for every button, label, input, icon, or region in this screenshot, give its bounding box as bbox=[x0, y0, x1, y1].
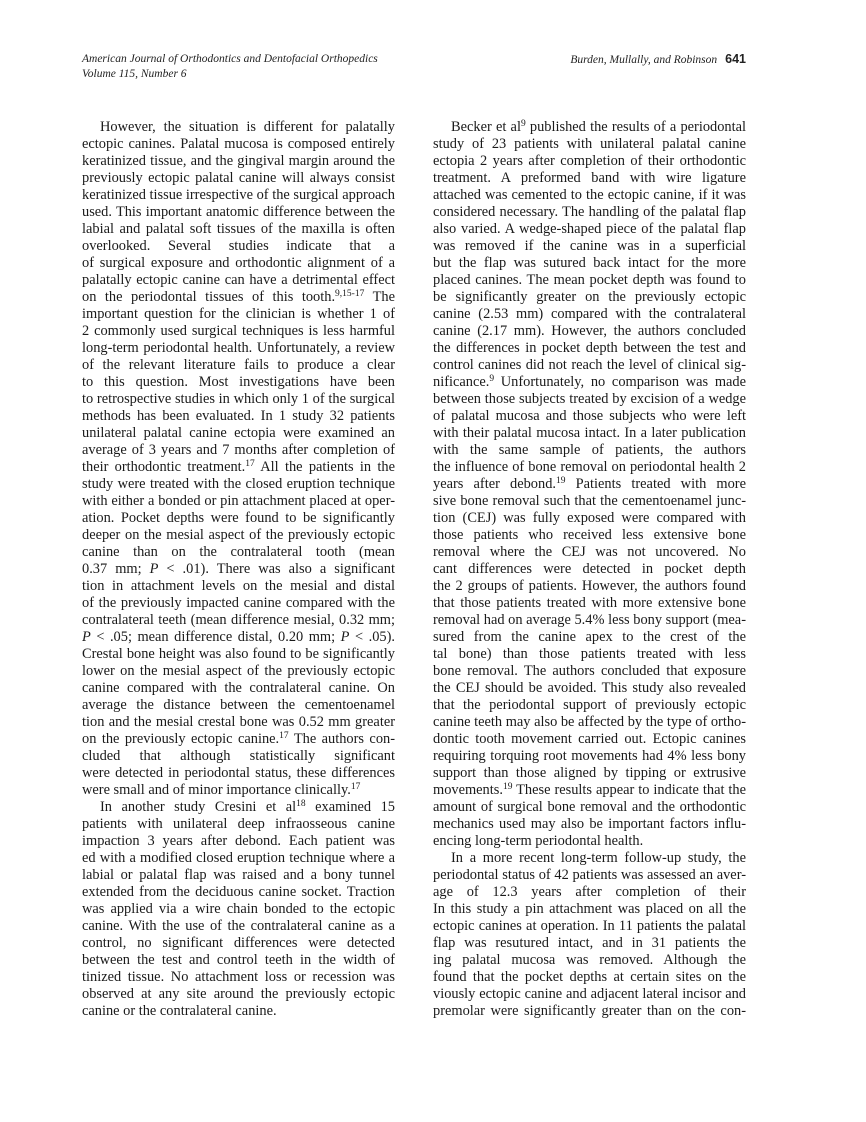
text-line bbox=[433, 765, 746, 782]
text-line bbox=[82, 221, 395, 238]
text-line bbox=[433, 952, 746, 969]
text-run: considered necessary. The handling of the palatal flap bbox=[433, 204, 746, 220]
text-run: with the same sample of patients, the authors bbox=[433, 442, 746, 458]
text-run: canine teeth may also be affected by the type of ortho- bbox=[433, 714, 746, 730]
text-run: < .05). bbox=[349, 629, 395, 645]
text-line bbox=[433, 391, 746, 408]
text-column-left bbox=[82, 119, 395, 1020]
text-line bbox=[82, 969, 395, 986]
text-line bbox=[82, 748, 395, 765]
paragraph bbox=[82, 799, 395, 1020]
journal-title: American Journal of Orthodontics and Dentofacial Orthopedics bbox=[82, 53, 378, 65]
text-run: be significantly greater on the previously ectopic bbox=[433, 289, 746, 305]
text-run: the influence of bone removal on periodontal health 2 bbox=[433, 459, 746, 475]
text-run: cluded that although statistically significant bbox=[82, 748, 395, 764]
text-line bbox=[433, 255, 746, 272]
text-run: Crestal bone height was also found to be significantly bbox=[82, 646, 395, 662]
text-line bbox=[433, 731, 746, 748]
text-run: sured from the canine apex to the crest of the bbox=[433, 629, 746, 645]
text-line bbox=[82, 680, 395, 697]
text-run: of the previously impacted canine compared with the bbox=[82, 595, 395, 611]
text-run: previously ectopic palatal canine will always consist bbox=[82, 170, 395, 186]
text-line bbox=[82, 153, 395, 170]
text-line bbox=[433, 748, 746, 765]
text-run: were detected in periodontal status, these differences bbox=[82, 765, 395, 781]
text-line bbox=[82, 578, 395, 595]
running-header-right bbox=[570, 52, 746, 68]
text-line bbox=[82, 935, 395, 952]
text-line bbox=[82, 799, 395, 816]
text-run: lower on the mesial aspect of the previously ectopic bbox=[82, 663, 395, 679]
text-run: palatally ectopic canine can have a detrimental effect bbox=[82, 272, 395, 288]
text-run: labial or palatal flap was raised and a bony tunnel bbox=[82, 867, 395, 883]
text-run: average of 3 years and 7 months after completion of bbox=[82, 442, 395, 458]
text-line bbox=[82, 646, 395, 663]
text-line bbox=[82, 306, 395, 323]
text-line bbox=[433, 323, 746, 340]
text-line bbox=[433, 459, 746, 476]
text-run: nificance. bbox=[433, 374, 490, 390]
text-line bbox=[433, 136, 746, 153]
text-run: tion and the mesial crestal bone was 0.52 mm greater bbox=[82, 714, 395, 730]
text-line bbox=[433, 187, 746, 204]
text-line bbox=[433, 340, 746, 357]
citation-reference: 17 bbox=[279, 731, 289, 741]
text-run: the 2 groups of patients. However, the authors found bbox=[433, 578, 746, 594]
text-line bbox=[82, 850, 395, 867]
text-line bbox=[82, 119, 395, 136]
text-run: In a more recent long-term follow-up study, the bbox=[451, 850, 746, 866]
text-line bbox=[433, 238, 746, 255]
text-line bbox=[433, 510, 746, 527]
citation-reference: 17 bbox=[350, 782, 361, 792]
text-run: to this question. Most investigations have been bbox=[82, 374, 395, 390]
text-run: mechanics used may also be important factors influ- bbox=[433, 816, 746, 832]
paragraph bbox=[433, 850, 746, 1020]
text-line bbox=[82, 442, 395, 459]
text-run: contralateral teeth (mean difference mesial, 0.32 mm; bbox=[82, 612, 395, 628]
text-line bbox=[82, 374, 395, 391]
text-line bbox=[82, 459, 395, 476]
italic-symbol: P bbox=[340, 629, 350, 645]
text-run: patients with unilateral deep infraosseous canine bbox=[82, 816, 395, 832]
text-run: canine than on the contralateral tooth (mean bbox=[82, 544, 395, 560]
text-line bbox=[82, 1003, 395, 1020]
text-line bbox=[82, 425, 395, 442]
text-run: premolar were significantly greater than on the con- bbox=[433, 1003, 746, 1019]
text-run: study were treated with the closed eruption technique bbox=[82, 476, 395, 492]
text-run: control canines did not reach the level of clinical sig- bbox=[433, 357, 746, 373]
text-run: tal bone) than those patients treated with less bbox=[433, 646, 746, 662]
text-run: The authors con- bbox=[288, 731, 395, 747]
text-line bbox=[82, 697, 395, 714]
text-run: overlooked. Several studies indicate that a bbox=[82, 238, 395, 254]
text-line bbox=[82, 952, 395, 969]
text-run: cant differences were detected in pocket depth bbox=[433, 561, 746, 577]
text-run: keratinized tissue, and the gingival margin around the bbox=[82, 153, 395, 169]
text-run: average the distance between the cementoenamel bbox=[82, 697, 395, 713]
text-run: examined 15 bbox=[305, 799, 395, 815]
text-line bbox=[433, 221, 746, 238]
text-run: canine. With the use of the contralateral canine as a bbox=[82, 918, 395, 934]
text-run: found that the pocket depths at certain sites on the bbox=[433, 969, 746, 985]
text-line bbox=[433, 595, 746, 612]
text-line bbox=[82, 884, 395, 901]
text-line bbox=[82, 408, 395, 425]
text-run: the CEJ should be avoided. This study also revealed bbox=[433, 680, 746, 696]
text-run: age of 12.3 years after completion of their bbox=[433, 884, 746, 900]
text-run: In another study Cresini et al bbox=[100, 799, 297, 815]
text-run: between those subjects treated by excision of a wedge bbox=[433, 391, 746, 407]
text-run: of the relevant literature fails to produce a clear bbox=[82, 357, 395, 373]
paragraph bbox=[82, 119, 395, 799]
text-line bbox=[433, 918, 746, 935]
text-run: removal where the CEJ was not uncovered. No bbox=[433, 544, 746, 560]
text-line bbox=[433, 119, 746, 136]
text-run: of surgical exposure and orthodontic alignment of a bbox=[82, 255, 395, 271]
text-line bbox=[433, 680, 746, 697]
text-run: ectopia 2 years after completion of their orthodontic bbox=[433, 153, 746, 169]
text-line bbox=[82, 714, 395, 731]
text-line bbox=[82, 561, 395, 578]
text-run: their orthodontic treatment. bbox=[82, 459, 246, 475]
text-line bbox=[82, 595, 395, 612]
text-run: that those patients treated with more extensive bone bbox=[433, 595, 746, 611]
text-run: canine or the contralateral canine. bbox=[82, 1003, 277, 1019]
text-line bbox=[82, 765, 395, 782]
text-run: Patients treated with more bbox=[575, 476, 746, 492]
text-run: labial and palatal soft tissues of the maxilla is often bbox=[82, 221, 395, 237]
text-run: extended from the deciduous canine socket. Traction bbox=[82, 884, 395, 900]
text-line bbox=[433, 204, 746, 221]
text-run: Unfortunately, no comparison was made bbox=[494, 374, 746, 390]
text-line bbox=[82, 187, 395, 204]
article-authors: Burden, Mullally, and Robinson bbox=[570, 54, 718, 66]
text-line bbox=[82, 833, 395, 850]
text-run: canine compared with the contralateral canine. On bbox=[82, 680, 395, 696]
text-line bbox=[433, 714, 746, 731]
text-run: was removed if the canine was in a superficial bbox=[433, 238, 746, 254]
text-line bbox=[82, 391, 395, 408]
citation-reference: 17 bbox=[245, 459, 255, 469]
text-run: However, the situation is different for palatally bbox=[100, 119, 395, 135]
text-run: also varied. A wedge-shaped piece of the palatal flap bbox=[433, 221, 746, 237]
text-line bbox=[82, 289, 395, 306]
text-run: those patients who received less extensive bone bbox=[433, 527, 746, 543]
text-line bbox=[82, 170, 395, 187]
text-run: Becker et al bbox=[451, 119, 521, 135]
text-line bbox=[82, 816, 395, 833]
text-run: ation. Pocket depths were found to be significantly bbox=[82, 510, 395, 526]
text-run: was applied via a wire chain bonded to the ectopic bbox=[82, 901, 395, 917]
text-run: deeper on the mesial aspect of the previously ectopic bbox=[82, 527, 395, 543]
text-run: flap was resutured intact, and in 31 patients the bbox=[433, 935, 746, 951]
text-line bbox=[82, 272, 395, 289]
running-header-left bbox=[82, 52, 378, 82]
text-run: The bbox=[364, 289, 395, 305]
text-run: impaction 3 years after debond. Each patient was bbox=[82, 833, 395, 849]
text-line bbox=[433, 476, 746, 493]
text-run: removal had on average 5.4% less bony support (mea- bbox=[433, 612, 746, 628]
text-line bbox=[433, 578, 746, 595]
text-line bbox=[433, 612, 746, 629]
text-line bbox=[433, 306, 746, 323]
text-run: published the results of a periodontal bbox=[525, 119, 746, 135]
text-line bbox=[82, 867, 395, 884]
text-run: keratinized tissue irrespective of the surgical approach bbox=[82, 187, 395, 203]
text-run: encing long-term periodontal health. bbox=[433, 833, 644, 849]
text-run: requiring torquing root movements had 4% less bony bbox=[433, 748, 746, 764]
text-run: placed canines. The mean pocket depth was found to bbox=[433, 272, 746, 288]
text-run: control, no significant differences were detected bbox=[82, 935, 395, 951]
text-run: dontic tooth movement carried out. Ectopic canines bbox=[433, 731, 746, 747]
text-line bbox=[433, 782, 746, 799]
text-run: between the test and control teeth in the width of bbox=[82, 952, 395, 968]
text-run: used. This important anatomic difference between the bbox=[82, 204, 395, 220]
text-line bbox=[433, 170, 746, 187]
text-run: tion in attachment levels on the mesial and distal bbox=[82, 578, 395, 594]
text-line bbox=[82, 357, 395, 374]
text-run: amount of surgical bone removal and the orthodontic bbox=[433, 799, 746, 815]
text-run: ed with a modified closed eruption technique where a bbox=[82, 850, 395, 866]
text-run: tinized tissue. No attachment loss or recession was bbox=[82, 969, 395, 985]
text-line bbox=[82, 986, 395, 1003]
citation-reference: 18 bbox=[296, 799, 306, 809]
text-line bbox=[82, 612, 395, 629]
text-line bbox=[82, 527, 395, 544]
text-line bbox=[433, 799, 746, 816]
text-line bbox=[82, 782, 395, 799]
italic-symbol: P bbox=[149, 561, 159, 577]
text-run: treatment. A preformed band with wire ligature bbox=[433, 170, 746, 186]
text-run: < .01). There was also a significant bbox=[166, 561, 395, 577]
text-line bbox=[433, 663, 746, 680]
text-line bbox=[82, 238, 395, 255]
citation-reference: 9 bbox=[520, 119, 526, 129]
text-line bbox=[82, 510, 395, 527]
journal-volume: Volume 115, Number 6 bbox=[82, 68, 187, 80]
text-run: bone removal. The authors concluded that exposure bbox=[433, 663, 746, 679]
text-run: were small and of minor importance clinically. bbox=[82, 782, 351, 798]
page-number: 641 bbox=[725, 52, 746, 66]
text-run: viously ectopic canine and adjacent lateral incisor and bbox=[433, 986, 746, 1002]
text-line bbox=[82, 255, 395, 272]
text-run: movements. bbox=[433, 782, 503, 798]
text-run: that the periodontal support of previously ectopic bbox=[433, 697, 746, 713]
text-line bbox=[82, 901, 395, 918]
text-run: sive bone removal such that the cementoenamel junc- bbox=[433, 493, 746, 509]
text-run: 2 commonly used surgical techniques is less harmful bbox=[82, 323, 395, 339]
citation-reference: 9 bbox=[489, 374, 495, 384]
text-run: < .05; mean difference distal, 0.20 mm; bbox=[90, 629, 341, 645]
text-line bbox=[82, 731, 395, 748]
text-line bbox=[433, 969, 746, 986]
text-run: In this study a pin attachment was placed on all the bbox=[433, 901, 746, 917]
text-run: years after debond. bbox=[433, 476, 556, 492]
text-line bbox=[82, 340, 395, 357]
text-line bbox=[433, 901, 746, 918]
text-line bbox=[433, 527, 746, 544]
text-run: to retrospective studies in which only 1 of the surgical bbox=[82, 391, 395, 407]
text-line bbox=[82, 323, 395, 340]
text-run: unilateral palatal canine ectopia were examined an bbox=[82, 425, 395, 441]
text-run: periodontal status of 42 patients was assessed an aver- bbox=[433, 867, 746, 883]
text-line bbox=[433, 629, 746, 646]
text-line bbox=[433, 816, 746, 833]
text-line bbox=[82, 476, 395, 493]
text-run: attached was cemented to the ectopic canine, if it was bbox=[433, 187, 746, 203]
text-run: of palatal mucosa and those subjects who were left bbox=[433, 408, 746, 424]
text-line bbox=[433, 408, 746, 425]
italic-symbol: P bbox=[82, 629, 91, 645]
text-run: with their palatal mucosa intact. In a later publication bbox=[433, 425, 746, 441]
text-run: study of 23 patients with unilateral palatal canine bbox=[433, 136, 746, 152]
text-line bbox=[433, 850, 746, 867]
citation-reference: 19 bbox=[556, 476, 566, 486]
text-line bbox=[433, 561, 746, 578]
text-line bbox=[433, 1003, 746, 1020]
text-line bbox=[433, 425, 746, 442]
text-line bbox=[433, 935, 746, 952]
text-run: tion (CEJ) was fully exposed were compared with bbox=[433, 510, 746, 526]
text-run: ing palatal mucosa was removed. Although the bbox=[433, 952, 746, 968]
text-run: 0.37 mm; bbox=[82, 561, 150, 577]
text-column-right bbox=[433, 119, 746, 1020]
text-run: with either a bonded or pin attachment placed at oper- bbox=[82, 493, 395, 509]
text-run: methods has been evaluated. In 1 study 32 patients bbox=[82, 408, 395, 424]
text-run: ectopic canines at operation. In 11 patients the palatal bbox=[433, 918, 746, 934]
text-line bbox=[433, 153, 746, 170]
text-line bbox=[82, 918, 395, 935]
text-run: These results appear to indicate that the bbox=[512, 782, 746, 798]
text-run: All the patients in the bbox=[254, 459, 395, 475]
text-line bbox=[82, 493, 395, 510]
text-line bbox=[433, 833, 746, 850]
text-run: on the periodontal tissues of this tooth. bbox=[82, 289, 336, 305]
text-line bbox=[433, 289, 746, 306]
text-line bbox=[433, 357, 746, 374]
citation-reference: 9,15-17 bbox=[335, 289, 365, 299]
paragraph bbox=[433, 119, 746, 850]
text-run: support than those aligned by tipping or extrusive bbox=[433, 765, 746, 781]
text-line bbox=[433, 374, 746, 391]
text-line bbox=[433, 867, 746, 884]
text-line bbox=[433, 986, 746, 1003]
text-run: on the previously ectopic canine. bbox=[82, 731, 280, 747]
text-line bbox=[82, 136, 395, 153]
text-run: important question for the clinician is whether 1 of bbox=[82, 306, 395, 322]
text-line bbox=[433, 884, 746, 901]
text-run: the differences in pocket depth between the test and bbox=[433, 340, 746, 356]
text-run: ectopic canines. Palatal mucosa is composed entirely bbox=[82, 136, 395, 152]
text-run: canine (2.53 mm) compared with the contralateral bbox=[433, 306, 746, 322]
text-run: but the flap was sutured back intact for the more bbox=[433, 255, 746, 271]
text-run: canine (2.17 mm). However, the authors concluded bbox=[433, 323, 746, 339]
text-run: long-term periodontal health. Unfortunately, a review bbox=[82, 340, 395, 356]
text-run: observed at any site around the previously ectopic bbox=[82, 986, 395, 1002]
citation-reference: 19 bbox=[502, 782, 513, 792]
text-line bbox=[82, 544, 395, 561]
text-line bbox=[433, 493, 746, 510]
text-line bbox=[82, 629, 395, 646]
text-line bbox=[433, 272, 746, 289]
text-line bbox=[82, 204, 395, 221]
text-line bbox=[433, 544, 746, 561]
text-line bbox=[433, 442, 746, 459]
text-line bbox=[433, 646, 746, 663]
text-line bbox=[82, 663, 395, 680]
text-line bbox=[433, 697, 746, 714]
